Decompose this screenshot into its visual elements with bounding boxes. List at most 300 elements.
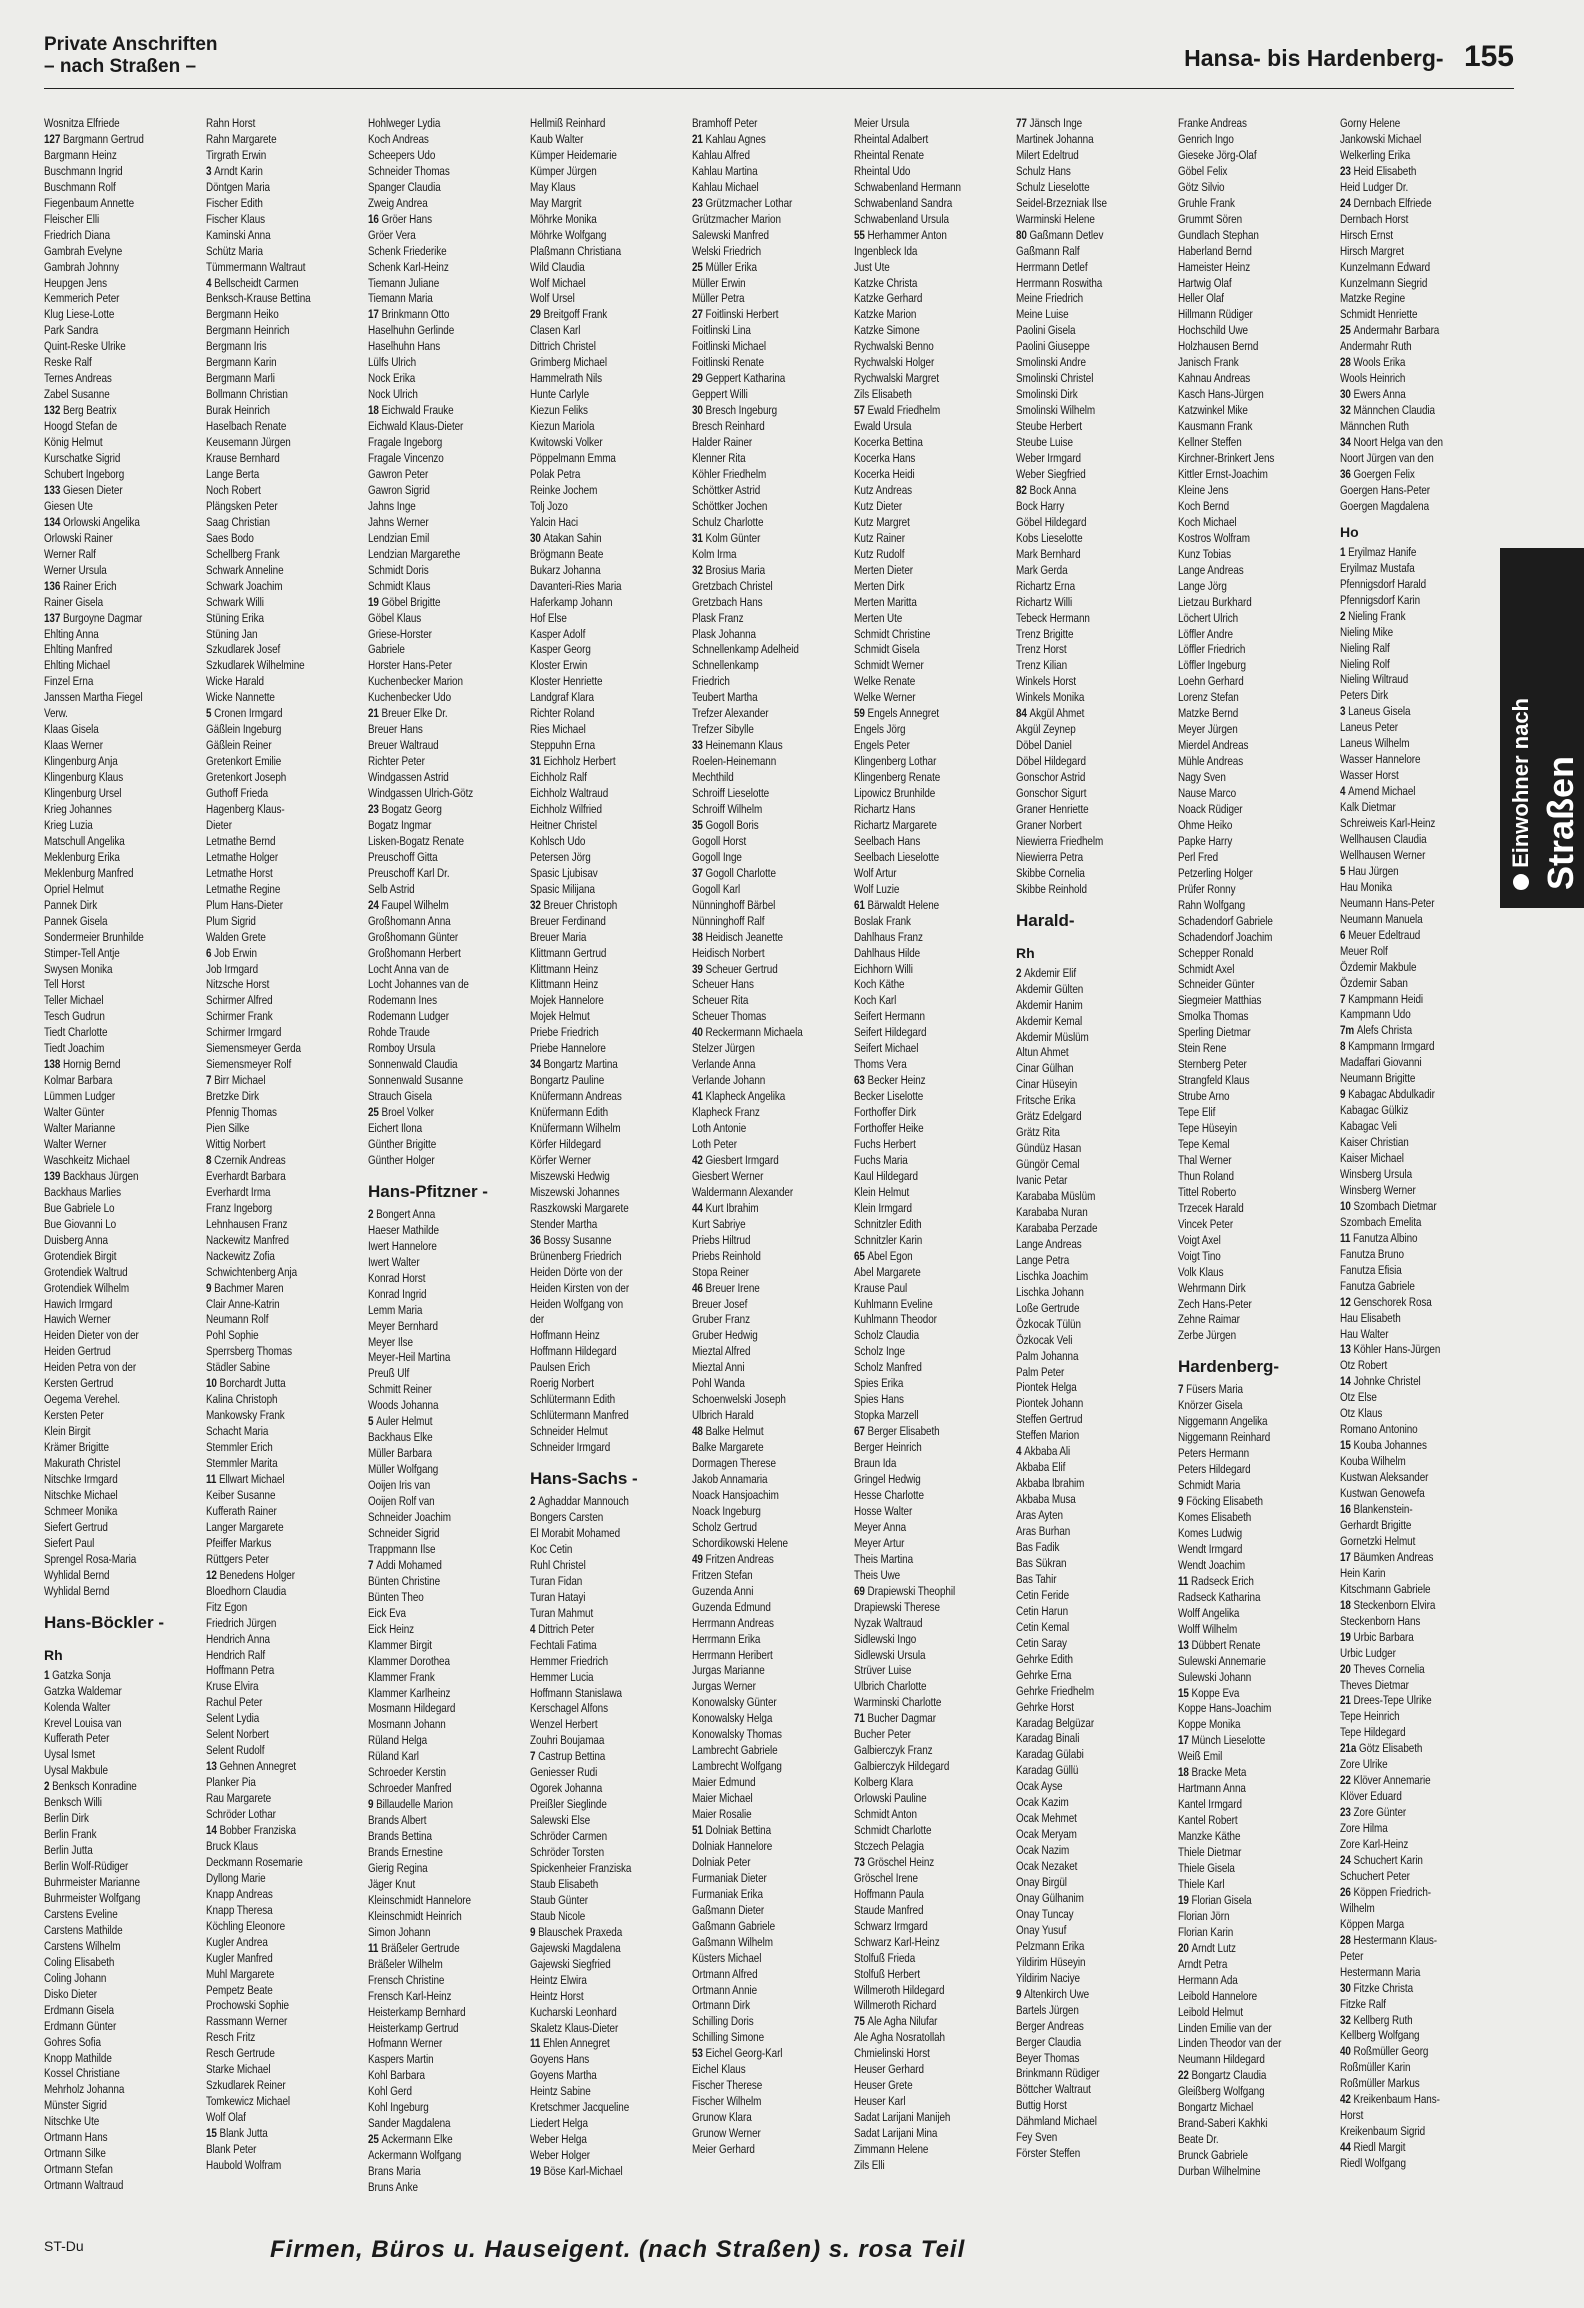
resident-entry: Griese-Horster [368, 626, 432, 641]
house-number: 4 [1340, 784, 1349, 799]
resident-entry: Siegmeier Matthias [1178, 993, 1262, 1008]
resident-entry: Förster Steffen [1016, 2146, 1081, 2161]
resident-entry: Letmathe Holger [206, 849, 279, 864]
resident-entry: Berlin Wolf-Rüdiger [44, 1859, 129, 1874]
resident-entry: Klein Birgit [44, 1424, 91, 1439]
resident-entry: Siefert Paul [44, 1535, 95, 1550]
resident-entry: Genrich Ingo [1178, 131, 1234, 146]
resident-entry: 7 Castrup Bettina [530, 1749, 606, 1764]
resident-entry: Friedrich Diana [44, 227, 111, 242]
resident-entry: Rodemann Ines [368, 993, 437, 1008]
house-number: 36 [530, 1232, 544, 1247]
resident-entry: Wendt Joachim [1178, 1557, 1246, 1572]
resident-entry: Richter Peter [368, 754, 425, 769]
house-number: 13 [206, 1759, 220, 1774]
house-number: 7m [1340, 1023, 1357, 1038]
house-number: 8 [1340, 1039, 1349, 1054]
resident-entry: Coling Elisabeth [44, 1954, 115, 1969]
house-number: 17 [1178, 1733, 1192, 1748]
resident-entry: Kahlau Michael [692, 179, 759, 194]
resident-entry: Romboy Ursula [368, 1041, 436, 1056]
resident-entry: Plaßmann Christiana [530, 243, 622, 258]
resident-entry: Lischka Johann [1016, 1284, 1084, 1299]
resident-entry: Saag Christian [206, 514, 270, 529]
resident-entry: May Klaus [530, 179, 576, 194]
resident-entry: Grützmacher Marion [692, 211, 781, 226]
resident-entry: Plum Sigrid [206, 913, 256, 928]
resident-entry: Rahn Wolfgang [1178, 897, 1246, 912]
resident-entry: Perl Fred [1178, 849, 1219, 864]
resident-entry: Kugler Andrea [206, 1934, 268, 1949]
resident-entry: 2 Aghaddar Mannouch [530, 1494, 629, 1509]
resident-entry: Herrmann Detlef [1016, 259, 1088, 274]
resident-entry: Ivanic Petar [1016, 1173, 1068, 1188]
resident-entry: Klaas Gisela [44, 722, 99, 737]
resident-entry: Everhardt Barbara [206, 1168, 286, 1183]
resident-entry: Schmidt Axel [1178, 961, 1235, 976]
house-number: 44 [692, 1200, 706, 1215]
resident-entry: Pfennig Thomas [206, 1105, 277, 1120]
resident-entry: Nünninghoff Ralf [692, 913, 765, 928]
resident-entry: Peters Dirk [1340, 688, 1389, 703]
resident-entry: Bruns Anke [368, 2180, 418, 2195]
resident-entry: Nieling Mike [1340, 624, 1394, 639]
resident-entry: 32 Breuer Christoph [530, 897, 618, 912]
house-number: 136 [44, 578, 63, 593]
header-range [1184, 40, 1514, 74]
resident-entry: 9 Altenkirch Uwe [1016, 1986, 1090, 2001]
resident-entry: Kleinschmidt Heinrich [368, 1908, 462, 1923]
resident-entry: Hillmann Rüdiger [1178, 307, 1253, 322]
resident-entry: Siemensmeyer Gerda [206, 1041, 301, 1056]
resident-entry: Katzwinkel Mike [1178, 403, 1248, 418]
resident-entry: Zabel Susanne [44, 387, 110, 402]
house-number: 71 [854, 1711, 868, 1726]
resident-entry: Palm Johanna [1016, 1348, 1079, 1363]
house-number: 16 [1340, 1502, 1354, 1517]
header-divider [44, 88, 1514, 89]
resident-entry: Löffler Friedrich [1178, 642, 1246, 657]
resident-entry: Koppe Monika [1178, 1717, 1241, 1732]
resident-entry: Sonnenwald Claudia [368, 1057, 458, 1072]
house-number: 31 [530, 754, 544, 769]
resident-entry: Radseck Katharina [1178, 1589, 1261, 1604]
resident-entry: Ingenbleck Ida [854, 243, 918, 258]
resident-entry: Günther Holger [368, 1152, 435, 1167]
house-number: 75 [854, 2014, 868, 2029]
house-number: 132 [44, 403, 63, 418]
resident-entry: Ortmann Waltraud [44, 2178, 124, 2193]
resident-entry: 11 Radseck Erich [1178, 1573, 1254, 1588]
resident-entry: Kolberg Klara [854, 1775, 914, 1790]
resident-entry: Tepe Kemal [1178, 1137, 1230, 1151]
resident-entry: 6 Meuer Edeltraud [1340, 927, 1421, 942]
resident-entry: Beate Dr. [1178, 2132, 1219, 2147]
resident-entry: 136 Rainer Erich [44, 578, 117, 593]
resident-entry: Fanutza Efisia [1340, 1262, 1402, 1277]
resident-entry: Meine Friedrich [1016, 291, 1084, 306]
house-number: 5 [368, 1414, 377, 1429]
resident-entry: Sidlewski Ingo [854, 1631, 917, 1646]
resident-entry: Seelbach Lieselotte [854, 849, 940, 864]
house-number: 4 [530, 1621, 539, 1636]
resident-entry: Prüfer Ronny [1178, 881, 1236, 896]
house-number: 15 [1178, 1685, 1192, 1700]
resident-entry: Thiele Karl [1178, 1876, 1225, 1891]
resident-entry: Schroeder Kerstin [368, 1765, 446, 1780]
house-number: 73 [854, 1854, 868, 1869]
house-number: 28 [1340, 355, 1354, 370]
house-number: 49 [692, 1551, 706, 1566]
resident-entry: Onay Yusuf [1016, 1922, 1067, 1937]
resident-entry: 32 Brosius Maria [692, 562, 766, 577]
resident-entry: Heiden Dieter von der [44, 1328, 139, 1343]
resident-entry: Selent Rudolf [206, 1743, 265, 1758]
district-code: Rh [1016, 944, 1035, 961]
house-number: 7 [368, 1557, 377, 1572]
resident-entry: Uysal Ismet [44, 1747, 95, 1762]
resident-entry: Gonschor Sigurt [1016, 786, 1087, 801]
resident-entry: Rassmann Werner [206, 2014, 288, 2029]
resident-entry: Hoffmann Petra [206, 1663, 275, 1678]
resident-entry: Schulz Hans [1016, 163, 1071, 178]
resident-entry: Heiden Dörte von der [530, 1264, 623, 1279]
resident-entry: Klöver Eduard [1340, 1789, 1402, 1804]
resident-entry: 25 Müller Erika [692, 259, 757, 274]
house-number: 2 [1340, 608, 1349, 623]
resident-entry: Kolmar Barbara [44, 1073, 113, 1088]
resident-entry: Kabagac Veli [1340, 1119, 1397, 1134]
resident-entry: Letmathe Bernd [206, 833, 276, 848]
resident-entry: 75 Ale Agha Nilufar [854, 2014, 938, 2029]
resident-entry: Lümmen Ludger [44, 1089, 116, 1104]
resident-entry: Gogoll Karl [692, 881, 741, 896]
resident-entry: Stolfuß Herbert [854, 1966, 921, 1981]
resident-entry: Kossel Christiane [44, 2066, 120, 2081]
house-number: 8 [206, 1152, 215, 1167]
resident-entry: 7 Füsers Maria [1178, 1382, 1243, 1397]
resident-entry: Grotendiek Birgit [44, 1248, 117, 1263]
resident-entry: Kohlsch Udo [530, 833, 586, 848]
resident-entry: Loth Antonie [692, 1121, 747, 1136]
resident-entry: Kasper Georg [530, 642, 591, 657]
resident-entry: 40 Reckermann Michaela [692, 1025, 803, 1040]
resident-entry: 13 Dübbert Renate [1178, 1637, 1261, 1652]
resident-entry: Steffen Gertrud [1016, 1412, 1083, 1427]
resident-entry: Kretschmer Jacqueline [530, 2100, 630, 2115]
resident-entry: Katzke Simone [854, 323, 920, 338]
resident-entry: Szombach Emelita [1340, 1214, 1422, 1229]
resident-entry: Becker Liselotte [854, 1089, 924, 1104]
resident-entry: Staub Elisabeth [530, 1876, 599, 1891]
house-number: 18 [1178, 1765, 1192, 1780]
resident-entry: 11 Ehlen Annegret [530, 2036, 610, 2051]
resident-entry: Finzel Erna [44, 674, 94, 689]
resident-entry: Schwabenland Ursula [854, 211, 949, 226]
resident-entry: Schmidt Maria [1178, 1478, 1241, 1493]
resident-entry: Gretenkort Joseph [206, 770, 287, 785]
resident-entry: Gerhardt Brigitte [1340, 1517, 1412, 1532]
resident-entry: Erdmann Günter [44, 2018, 117, 2033]
resident-entry: Hunte Carlyle [530, 387, 590, 402]
house-number: 5 [1340, 863, 1349, 878]
resident-entry: Karadag Belgüzar [1016, 1715, 1095, 1730]
resident-entry: Cinar Gülhan [1016, 1061, 1074, 1076]
resident-entry: Abel Margarete [854, 1264, 921, 1279]
resident-entry: Fischer Wilhelm [692, 2094, 762, 2109]
resident-entry: Grotendiek Waltrud [44, 1264, 128, 1279]
resident-entry: Roßmüller Markus [1340, 2076, 1420, 2091]
resident-entry: Preißler Sieglinde [530, 1797, 607, 1812]
resident-entry: Klammer Birgit [368, 1637, 432, 1652]
resident-entry: Bergmann Heinrich [206, 323, 290, 338]
resident-entry: Özkocak Veli [1016, 1332, 1073, 1347]
resident-entry: Otz Robert [1340, 1358, 1388, 1373]
resident-entry: Ogorek Johanna [530, 1781, 603, 1796]
resident-entry: Akdemir Gülten [1016, 981, 1084, 996]
resident-entry: Tiedt Joachim [44, 1041, 105, 1056]
resident-entry: Strauch Gisela [368, 1089, 432, 1104]
resident-entry: Löffler Ingeburg [1178, 658, 1246, 673]
resident-entry: Bramhoff Peter [692, 116, 758, 130]
resident-entry: Özdemir Saban [1340, 975, 1408, 990]
house-number: 139 [44, 1168, 63, 1183]
resident-entry: Resch Fritz [206, 2030, 256, 2045]
resident-entry: Bresch Reinhard [692, 419, 765, 434]
page-header [44, 34, 1514, 84]
resident-entry: Hellmiß Reinhard [530, 116, 606, 130]
resident-entry: Plum Hans-Dieter [206, 897, 283, 912]
resident-entry: Galbierczyk Franz [854, 1743, 933, 1758]
resident-entry: Sulewski Annemarie [1178, 1653, 1266, 1668]
resident-entry: Gajewski Siegfried [530, 1956, 611, 1971]
resident-entry: Pfennigsdorf Karin [1340, 592, 1421, 607]
resident-entry: Arndt Petra [1178, 1956, 1228, 1971]
resident-entry: Dyllong Marie [206, 1870, 266, 1885]
resident-entry: 5 Auler Helmut [368, 1414, 433, 1429]
resident-entry: Spasic Ljubisav [530, 865, 598, 880]
district-code: Ho [1340, 523, 1359, 540]
resident-entry: Seelbach Hans [854, 833, 921, 848]
house-number: 25 [368, 1105, 382, 1120]
resident-entry: Thiele Dietmar [1178, 1845, 1242, 1860]
resident-entry: Gehrke Horst [1016, 1699, 1074, 1714]
resident-entry: Kunz Tobias [1178, 546, 1231, 561]
resident-entry: Schmidt Gisela [854, 642, 920, 657]
resident-entry: Teller Michael [44, 993, 104, 1008]
resident-entry: Rachul Peter [206, 1695, 263, 1710]
resident-entry: 17 Brinkmann Otto [368, 307, 450, 322]
resident-entry: 30 Bresch Ingeburg [692, 403, 778, 418]
resident-entry: 26 Köppen Friedrich- [1340, 1884, 1431, 1899]
resident-entry: 29 Geppert Katharina [692, 371, 786, 386]
resident-entry: Nitschke Michael [44, 1487, 118, 1502]
resident-entry: Heller Olaf [1178, 291, 1224, 306]
resident-entry: Knapp Theresa [206, 1902, 273, 1917]
resident-entry: Petersen Jörg [530, 849, 591, 864]
resident-entry: Schwark Joachim [206, 578, 283, 593]
resident-entry: Lendzian Margarethe [368, 546, 461, 561]
resident-entry: Fuchs Herbert [854, 1137, 916, 1151]
resident-entry: Schwark Willi [206, 594, 264, 609]
resident-entry: Kümper Jürgen [530, 163, 597, 178]
resident-entry: Ewald Ursula [854, 419, 912, 434]
resident-entry: Herrmann Erika [692, 1631, 761, 1646]
resident-entry: Locht Anna van de [368, 961, 449, 976]
resident-entry: Zouhri Boujamaa [530, 1733, 605, 1748]
resident-entry: Berlin Jutta [44, 1843, 93, 1858]
resident-entry: Fitzke Ralf [1340, 1996, 1386, 2011]
resident-entry: Lisken-Bogatz Renate [368, 833, 464, 848]
resident-entry: Klingenburg Ursel [44, 786, 122, 801]
resident-entry: Selb Astrid [368, 881, 415, 896]
resident-entry: Kemmerich Peter [44, 291, 120, 306]
resident-entry: Heintz Horst [530, 1988, 584, 2003]
resident-entry: Kiezun Feliks [530, 403, 588, 418]
resident-entry: Gäßlein Reiner [206, 738, 272, 753]
resident-entry: Rüland Karl [368, 1749, 419, 1764]
resident-entry: Selent Lydia [206, 1711, 260, 1726]
resident-entry: Winkels Horst [1016, 674, 1077, 689]
resident-entry: Kurschatke Sigrid [44, 451, 121, 466]
resident-entry: Friedrich [692, 674, 730, 689]
resident-entry: Gieseke Jörg-Olaf [1178, 147, 1257, 162]
house-number: 25 [1340, 323, 1354, 338]
resident-entry: 44 Kurt Ibrahim [692, 1200, 759, 1215]
resident-entry: Opriel Helmut [44, 881, 104, 896]
resident-entry: 30 Fitzke Christa [1340, 1980, 1414, 1995]
resident-entry: Wasser Hannelore [1340, 752, 1421, 767]
resident-entry: Richartz Hans [854, 801, 916, 816]
resident-entry: Klaas Werner [44, 738, 103, 753]
house-number: 2 [1016, 965, 1025, 980]
resident-entry: 132 Berg Beatrix [44, 403, 117, 418]
resident-entry: Saes Bodo [206, 530, 254, 545]
resident-entry: Grotendiek Wilhelm [44, 1280, 130, 1295]
resident-entry: Kitschmann Gabriele [1340, 1581, 1431, 1596]
resident-entry: Keusemann Jürgen [206, 435, 291, 450]
resident-entry: Fritzen Stefan [692, 1567, 753, 1582]
resident-entry: 18 Bracke Meta [1178, 1765, 1247, 1780]
resident-entry: Kurt Sabriye [692, 1216, 746, 1231]
house-number: 14 [206, 1822, 220, 1837]
resident-entry: Bongers Carsten [530, 1510, 604, 1525]
resident-entry: Horster Hans-Peter [368, 658, 452, 673]
resident-entry: Schwark Anneline [206, 562, 284, 577]
house-number: 6 [1340, 927, 1349, 942]
resident-entry: Ocak Ayse [1016, 1779, 1063, 1794]
resident-entry: Ocak Kazim [1016, 1795, 1069, 1810]
house-number: 9 [1016, 1986, 1025, 2001]
resident-entry: Trenz Brigitte [1016, 626, 1074, 641]
resident-entry: Köhler Friedhelm [692, 466, 767, 481]
house-number: 9 [1178, 1494, 1187, 1509]
resident-entry: 19 Böse Karl-Michael [530, 2164, 623, 2179]
resident-entry: Neumann Hans-Peter [1340, 895, 1435, 910]
resident-entry: Günther Brigitte [368, 1137, 437, 1151]
resident-entry: Tümmermann Waltraut [206, 259, 306, 274]
resident-entry: König Helmut [44, 435, 103, 450]
resident-entry: Tiemann Maria [368, 291, 433, 306]
resident-entry: Simon Johann [368, 1924, 431, 1939]
resident-entry: Kalk Dietmar [1340, 800, 1396, 815]
resident-entry: Steube Luise [1016, 435, 1073, 450]
resident-entry: Kloster Erwin [530, 658, 588, 673]
resident-entry: Brünenberg Friedrich [530, 1248, 622, 1263]
resident-entry: Janisch Frank [1178, 355, 1239, 370]
resident-entry: 5 Hau Jürgen [1340, 863, 1399, 878]
resident-entry: Mojek Hannelore [530, 993, 604, 1008]
resident-entry: Wicke Harald [206, 674, 264, 689]
resident-entry: Scheuer Thomas [692, 1009, 767, 1024]
house-number: 25 [368, 2132, 382, 2147]
resident-entry: Hein Karin [1340, 1565, 1386, 1580]
resident-entry: Urbic Ludger [1340, 1645, 1396, 1660]
resident-entry: Klein Helmut [854, 1184, 910, 1199]
resident-entry: Wyhlidal Bernd [44, 1583, 110, 1598]
street-heading: Hans-Pfitzner - [368, 1181, 488, 1201]
resident-entry: Wolf Michael [530, 275, 586, 290]
house-number: 133 [44, 482, 63, 497]
resident-entry: Welke Werner [854, 690, 916, 705]
resident-entry: Papke Harry [1178, 833, 1233, 848]
resident-entry: Männchen Ruth [1340, 419, 1409, 434]
resident-entry: Gierig Regina [368, 1860, 428, 1875]
directory-column-9 [1340, 116, 1500, 2236]
resident-entry: Eichholz Waltraud [530, 786, 609, 801]
resident-entry: Gäßlein Ingeburg [206, 722, 282, 737]
resident-entry: Noack Ingeburg [692, 1503, 761, 1518]
resident-entry: 19 Göbel Brigitte [368, 594, 441, 609]
resident-entry: Winsberg Werner [1340, 1182, 1416, 1197]
resident-entry: Hagenberg Klaus- [206, 801, 285, 816]
house-number: 11 [1178, 1573, 1192, 1588]
resident-entry: Rychwalski Benno [854, 339, 934, 354]
resident-entry: Kahlau Alfred [692, 147, 750, 162]
resident-entry: Hosse Walter [854, 1503, 913, 1518]
resident-entry: Sulewski Johann [1178, 1669, 1252, 1684]
resident-entry: Strüver Luise [854, 1663, 912, 1678]
resident-entry: Carstens Wilhelm [44, 1938, 121, 1953]
resident-entry: Heisterkamp Gertrud [368, 2020, 459, 2035]
resident-entry: Schwarz Karl-Heinz [854, 1934, 940, 1949]
resident-entry: Schöttker Jochen [692, 498, 768, 513]
resident-entry: Ortmann Annie [692, 1982, 758, 1997]
resident-entry: Mühle Andreas [1178, 754, 1244, 769]
resident-entry: Eichert Ilona [368, 1121, 423, 1136]
resident-entry: Schirmer Irmgard [206, 1025, 282, 1040]
resident-entry: Steckenborn Hans [1340, 1613, 1421, 1628]
resident-entry: Nause Marco [1178, 786, 1237, 801]
resident-entry: Döbel Daniel [1016, 738, 1072, 753]
resident-entry: Jankowski Michael [1340, 131, 1422, 146]
resident-entry: Uysal Makbule [44, 1763, 108, 1778]
resident-entry: Müller Erwin [692, 275, 746, 290]
house-number: 11 [530, 2036, 544, 2051]
resident-entry: Kersten Peter [44, 1408, 104, 1423]
resident-entry: Lorenz Stefan [1178, 690, 1239, 705]
resident-entry: Heiden Petra von der [44, 1360, 137, 1375]
resident-entry: Haubold Wolfram [206, 2158, 282, 2172]
resident-entry: Zore Hilma [1340, 1821, 1388, 1836]
resident-entry: Selent Norbert [206, 1727, 269, 1742]
resident-entry: Sperrsberg Thomas [206, 1344, 293, 1359]
resident-entry: 20 Arndt Lutz [1178, 1940, 1236, 1955]
resident-entry: Eick Heinz [368, 1621, 415, 1636]
resident-entry: Göbel Klaus [368, 610, 422, 625]
house-number: 134 [44, 514, 63, 529]
house-number: 137 [44, 610, 63, 625]
